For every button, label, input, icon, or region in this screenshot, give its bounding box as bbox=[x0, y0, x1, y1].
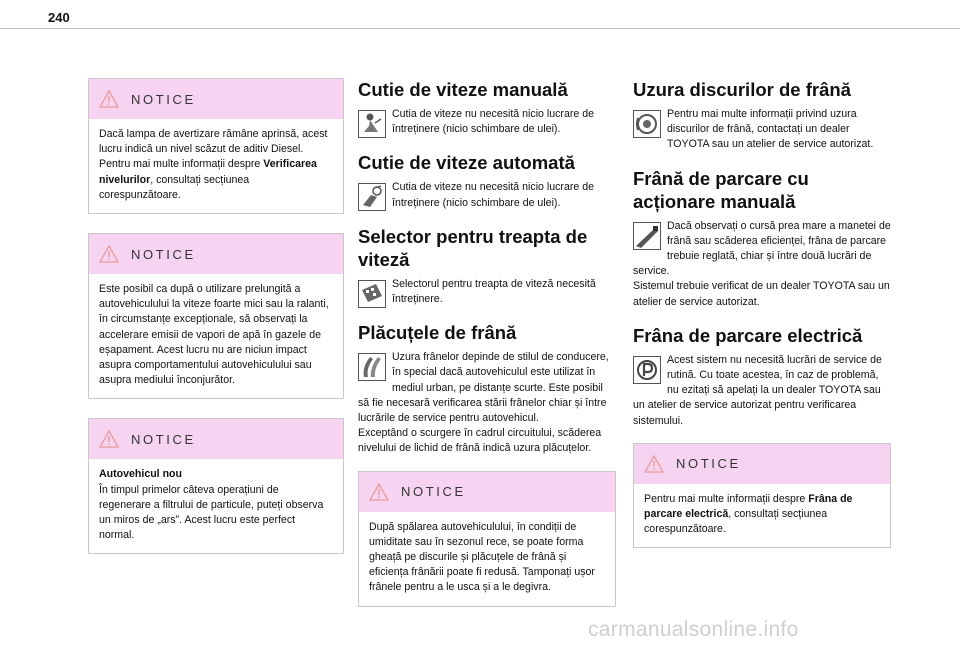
section-text: Selectorul pentru treapta de viteză necesită întreținere. bbox=[392, 277, 596, 306]
section-title: Plăcuțele de frână bbox=[358, 322, 517, 344]
section-brake-pads bbox=[358, 321, 616, 456]
notice-paragraph bbox=[99, 157, 333, 203]
notice-box bbox=[88, 78, 344, 214]
notice-text bbox=[89, 119, 343, 213]
notice-header bbox=[359, 472, 615, 512]
cross-reference: Verificarea nivelurilor bbox=[99, 158, 317, 186]
warning-triangle-icon bbox=[369, 483, 389, 501]
gear-selector-icon bbox=[358, 280, 386, 308]
text-run: , consultați secțiunea corespunzătoare. bbox=[644, 508, 828, 536]
column-3 bbox=[633, 78, 891, 567]
column-2 bbox=[358, 78, 616, 626]
section-title: Selector pentru treapta de viteză bbox=[358, 225, 588, 270]
notice-text bbox=[634, 484, 890, 548]
header-rule bbox=[0, 28, 960, 29]
notice-text bbox=[89, 459, 343, 553]
notice-box bbox=[633, 443, 891, 549]
section-title: Frână de parcare cu acționare manuală bbox=[633, 167, 809, 212]
text-run: Pentru mai multe informații despre bbox=[644, 492, 809, 505]
section-manual-gearbox bbox=[358, 78, 616, 137]
section-text: Pentru mai multe informații privind uzura discurilor de frână, contactați un dealer TOYOTA sau un atelier de service autorizat. bbox=[667, 108, 874, 151]
notice-title: NOTICE bbox=[131, 431, 196, 447]
section-text: Exceptând o scurgere în cadrul circuitului, scăderea nivelului de lichid de frână indică uzura plăcuțelor. bbox=[358, 427, 602, 455]
brake-disc-icon bbox=[633, 110, 661, 138]
notice-title: NOTICE bbox=[131, 246, 196, 262]
notice-paragraph bbox=[644, 492, 880, 538]
notice-paragraph: După spălarea autovehiculului, în condiții de umiditate sau în sezonul rece, se poate forma gheață pe discurile și plăcuțele de frână și eficiența frânării poate fi redusă. Tamponați ușor frânele pentru a le usca și a le degivra. bbox=[369, 520, 595, 594]
notice-box bbox=[88, 418, 344, 554]
brake-pads-icon bbox=[358, 353, 386, 381]
section-title: Frâna de parcare electrică bbox=[633, 324, 863, 346]
watermark: carmanualsonline.info bbox=[588, 618, 799, 641]
section-text: Uzura frânelor depinde de stilul de conducere, în special dacă autovehiculul este utilizat în mediul urban, pe distanțe scurte. Este posibil să fie necesară verificarea stării frânelor chiar și între lucrările de service pentru autovehicul. bbox=[358, 351, 609, 425]
warning-triangle-icon bbox=[99, 245, 119, 263]
notice-box bbox=[358, 471, 616, 607]
notice-box bbox=[88, 233, 344, 399]
section-automatic-gearbox bbox=[358, 151, 616, 210]
notice-title: NOTICE bbox=[131, 91, 196, 107]
handbrake-lever-icon bbox=[633, 222, 661, 250]
section-title: Cutie de viteze automată bbox=[358, 152, 575, 174]
warning-triangle-icon bbox=[99, 430, 119, 448]
notice-header bbox=[89, 79, 343, 119]
warning-triangle-icon bbox=[99, 90, 119, 108]
section-electric-parking-brake bbox=[633, 324, 891, 429]
section-gear-selector bbox=[358, 225, 616, 307]
notice-header bbox=[634, 444, 890, 484]
section-text: Sistemul trebuie verificat de un dealer TOYOTA sau un atelier de service autorizat. bbox=[633, 280, 890, 308]
section-manual-handbrake bbox=[633, 167, 891, 310]
electric-parking-brake-icon bbox=[633, 356, 661, 384]
section-text: Dacă observați o cursă prea mare a manetei de frână sau scăderea eficienței, frâna de parcare trebuie reglată, chiar și între două lucrări de service. bbox=[633, 219, 891, 278]
notice-header bbox=[89, 234, 343, 274]
text-run: Pentru mai multe informații despre bbox=[99, 158, 264, 171]
notice-paragraph: Dacă lampa de avertizare rămâne aprinsă, acest lucru indică un nivel scăzut de aditiv Diesel. bbox=[99, 128, 328, 156]
cross-reference: Frâna de parcare electrică bbox=[644, 492, 853, 521]
notice-paragraph: Este posibil ca după o utilizare prelungită a autovehiculului la viteze foarte mici sau la ralanti, în circumstanțe excepționale, să observați la accelerare emisii de vapori de apă în gazele de eșapament. Acest lucru nu are niciun impact asupra comportamentului autovehiculului sau asupra mediului înconjurător. bbox=[99, 283, 329, 387]
notice-heading: Autovehicul nou bbox=[99, 468, 182, 481]
manual-gearbox-icon bbox=[358, 110, 386, 138]
section-brake-discs bbox=[633, 78, 891, 153]
column-1 bbox=[88, 78, 344, 573]
notice-paragraph: În timpul primelor câteva operațiuni de regenerare a filtrului de particule, puteți observa un miros de „ars”. Acest lucru este perfect normal. bbox=[99, 483, 324, 542]
section-text: Cutia de viteze nu necesită nicio lucrare de întreținere (nicio schimbare de ulei). bbox=[392, 181, 594, 209]
page-number: 240 bbox=[48, 10, 70, 25]
automatic-gearbox-icon bbox=[358, 183, 386, 211]
notice-text bbox=[89, 274, 343, 398]
section-title: Uzura discurilor de frână bbox=[633, 79, 851, 100]
section-text: Cutia de viteze nu necesită nicio lucrare de întreținere (nicio schimbare de ulei). bbox=[392, 108, 594, 136]
warning-triangle-icon bbox=[644, 455, 664, 473]
notice-text bbox=[359, 512, 615, 606]
section-title: Cutie de viteze manuală bbox=[358, 79, 568, 100]
notice-header bbox=[89, 419, 343, 459]
notice-title: NOTICE bbox=[676, 456, 741, 472]
section-text: Acest sistem nu necesită lucrări de service de rutină. Cu toate acestea, în caz de problemă, nu ezitați să apelați la un dealer TOYOTA sau un atelier de service autorizat pentru verificarea sistemului. bbox=[633, 353, 882, 427]
notice-title: NOTICE bbox=[401, 484, 466, 500]
text-run: , consultați secțiunea corespunzătoare. bbox=[99, 173, 250, 201]
